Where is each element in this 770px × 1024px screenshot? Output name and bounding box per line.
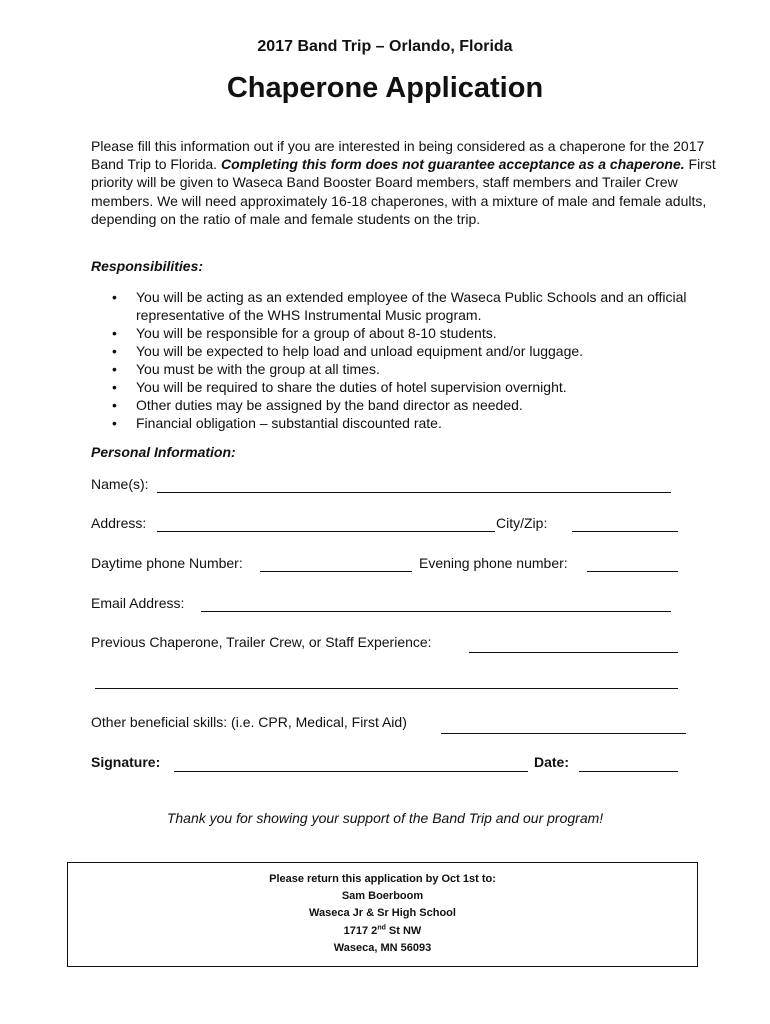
street-ordinal: nd: [377, 923, 386, 931]
page-title: Chaperone Application: [226, 72, 544, 104]
list-item: • You will be acting as an extended employee of the Waseca Public Schools and an official representative of the WHS Instrumental Music program.: [108, 288, 708, 324]
intro-text-2: First priority will be given to Waseca Band Booster Board members, staff members and Trailer Crew members. We will need approximately 16-18 chaperones, with a mixture of male and female adults, depending on the ratio of male and female students on the trip.: [91, 156, 716, 227]
signature-row: [91, 754, 681, 774]
date-field[interactable]: [579, 771, 678, 772]
experience-label: Previous Chaperone, Trailer Crew, or Staff Experience:: [91, 634, 432, 650]
cityzip-field[interactable]: [572, 531, 678, 532]
list-item: • You will be expected to help load and unload equipment and/or luggage.: [108, 342, 708, 360]
evening-phone-label: Evening phone number:: [419, 555, 568, 571]
email-label: Email Address:: [91, 595, 185, 611]
responsibilities-heading: Responsibilities:: [91, 258, 204, 274]
experience-field[interactable]: [469, 652, 678, 653]
email-row: [91, 595, 681, 615]
intro-emphasis: Completing this form does not guarantee acceptance as a chaperone.: [220, 156, 685, 173]
street-name: St NW: [385, 924, 422, 937]
personal-info-heading: Personal Information:: [91, 444, 236, 460]
list-item: • You will be required to share the duties of hotel supervision overnight.: [108, 378, 708, 396]
daytime-phone-label: Daytime phone Number:: [91, 555, 243, 571]
address-field[interactable]: [157, 531, 495, 532]
experience-field-continued[interactable]: [95, 688, 678, 689]
intro-paragraph: [91, 137, 721, 228]
signature-field[interactable]: [174, 771, 528, 772]
skills-row: [91, 714, 691, 734]
recipient-name: Sam Boerboom: [341, 890, 424, 903]
trip-subtitle: 2017 Band Trip – Orlando, Florida: [257, 38, 513, 55]
email-field[interactable]: [201, 611, 671, 612]
signature-label: Signature:: [91, 754, 161, 770]
recipient-street: [68, 923, 697, 940]
daytime-phone-field[interactable]: [260, 571, 412, 572]
cityzip-label: City/Zip:: [496, 515, 548, 531]
responsibilities-list: [108, 288, 708, 432]
street-number: 1717 2: [343, 924, 378, 937]
recipient-school: Waseca Jr & Sr High School: [309, 907, 456, 920]
names-row: [91, 476, 681, 496]
list-item: • Financial obligation – substantial discounted rate.: [108, 414, 708, 432]
names-label: Name(s):: [91, 476, 149, 492]
date-label: Date:: [534, 754, 570, 770]
evening-phone-field[interactable]: [587, 571, 678, 572]
address-label: Address:: [91, 515, 147, 531]
list-item: • You must be with the group at all times.: [108, 360, 708, 378]
return-instruction: Please return this application by Oct 1st to:: [269, 873, 496, 885]
thank-you-note: Thank you for showing your support of the Band Trip and our program!: [166, 810, 604, 826]
return-address-box: [67, 862, 698, 967]
skills-field[interactable]: [441, 733, 686, 734]
names-field[interactable]: [157, 492, 671, 493]
list-item: • You will be responsible for a group of about 8-10 students.: [108, 324, 708, 342]
phone-row: [91, 555, 681, 575]
experience-row: [91, 634, 681, 654]
list-item: • Other duties may be assigned by the band director as needed.: [108, 396, 708, 414]
recipient-city: Waseca, MN 56093: [333, 941, 432, 954]
intro-text-1: Please fill this information out if you are interested in being considered as a chaperone for the 2017 Band Trip to Florida.: [91, 138, 705, 173]
address-row: [91, 515, 681, 535]
skills-label: Other beneficial skills: (i.e. CPR, Medical, First Aid): [91, 714, 407, 730]
